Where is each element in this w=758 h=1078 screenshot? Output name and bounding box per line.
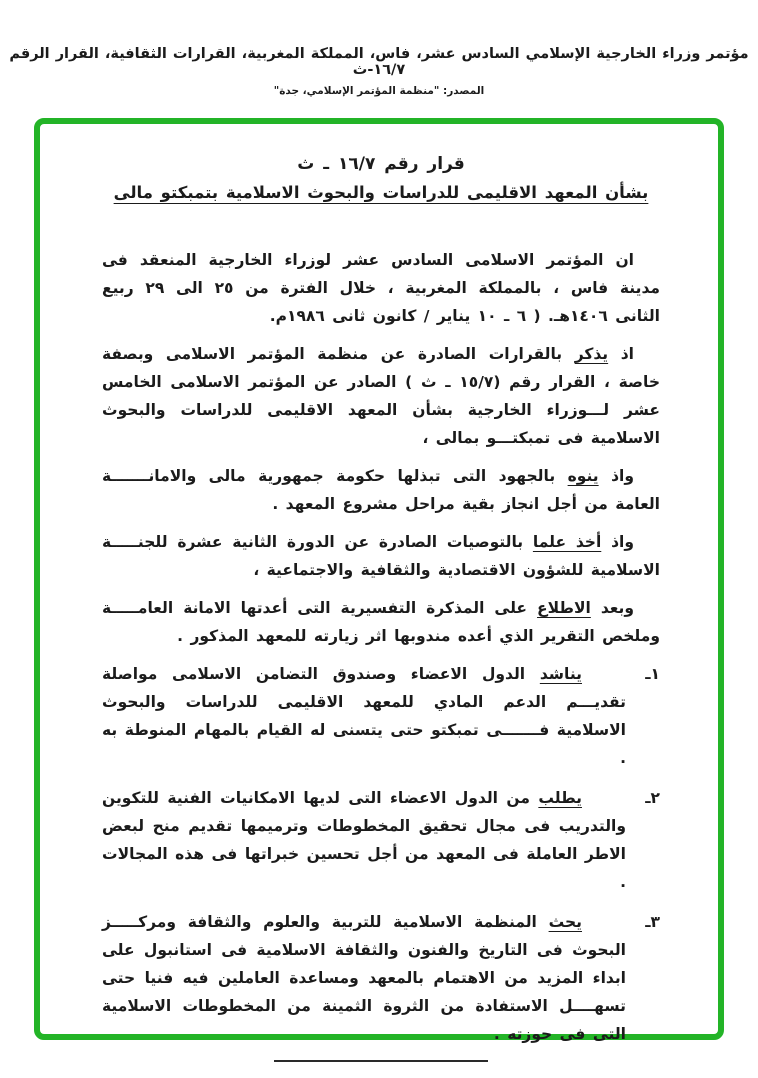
underlined-lead-word: يحث — [548, 913, 582, 931]
underlined-lead-word: أخذ علما — [532, 533, 602, 551]
paragraph-text: بالتوصيات الصادرة عن الدورة الثانية عشرة للجنـــــة الاسلامية للشؤون الاقتصادية والثقافية والاجتماعية ، — [102, 533, 660, 579]
preamble-paragraph — [102, 246, 660, 330]
decree-subject-title: بشأن المعهد الاقليمى للدراسات والبحوث الاسلامية بتمبكتو مالى — [113, 183, 649, 202]
source-header-citation: المصدر: "منظمة المؤتمر الإسلامي، جدة" — [273, 85, 485, 97]
paragraph-text: واذ — [598, 467, 634, 485]
resolution-item — [102, 908, 660, 1048]
paragraph-text: المنظمة الاسلامية للتربية والعلوم والثقافة ومركـــــز البحوث فى التاريخ والفنون والثقافة الاسلامية فى استانبول على ابداء المزيد من الاهتمام بالمعهد ومساعدة العاملين فيه فنيا حتى تسهــــل الاستفادة من الثروة الثمينة من المخطوطات الاسلامية التى فى حوزته . — [102, 913, 626, 1043]
paragraph-text: من الدول الاعضاء التى لديها الامكانيات الفنية للتكوين والتدريب فى مجال تحقيق المخطوطات وترميمها تقديم منح لبعض الاطر العاملة فى المعهد من أجل تحسين خبراتها فى هذه المجالات . — [102, 789, 626, 891]
footer-rule — [274, 1060, 488, 1062]
resolution-item — [102, 660, 660, 772]
item-text — [102, 908, 626, 1048]
paragraph-text: ان المؤتمر الاسلامى السادس عشر لوزراء الخارجية المنعقد فى مدينة فاس ، بالمملكة المغربية ، خلال الفترة من ٢٥ الى ٢٩ ربيع الثانى ١٤٠٦هـ. ( ٦ ـ ١٠ يناير / كانون ثانى ١٩٨٦م. — [102, 251, 661, 325]
paragraph-text: وبعد — [590, 599, 635, 617]
underlined-lead-word: يناشد — [539, 665, 582, 683]
decree-title-block — [102, 154, 660, 202]
preamble-paragraph — [102, 528, 660, 584]
underlined-lead-word: يطلب — [538, 789, 582, 807]
paragraph-text: على المذكرة التفسيرية التى أعدتها الامانة العامـــــة وملخص التقرير الذي أعده مندوبها اثر زيارته للمعهد المذكور . — [102, 599, 660, 645]
underlined-lead-word: الاطلاع — [537, 599, 591, 617]
source-header-title: مؤتمر وزراء الخارجية الإسلامي السادس عشر، فاس، المملكة المغربية، القرارات الثقافية، القرار الرقم ١٦/٧-ث — [9, 46, 749, 78]
decree-document — [40, 124, 718, 1062]
paragraph-text: اذ — [608, 345, 634, 363]
paragraph-text: بالقرارات الصادرة عن منظمة المؤتمر الاسلامى وبصفة خاصة ، القرار رقم (١٥/٧ ـ ث ) الصادر عن المؤتمر الاسلامى الخامس عشر لـــوزراء الخارجية بشأن المعهد الاقليمى للدراسات والبحوث الاسلامية فى تمبكتـــو بمالى ، — [102, 345, 660, 447]
item-text — [102, 784, 626, 896]
preamble-paragraph — [102, 462, 660, 518]
decree-number-title: قرار رقم ١٦/٧ ـ ث — [297, 154, 465, 174]
item-number: ٣ـ — [645, 913, 660, 931]
paragraph-text: الدول الاعضاء وصندوق التضامن الاسلامى مواصلة تقديـــم الدعم المادي للمعهد الاقليمى للدراسات والبحوث الاسلامية فـــــــى تمبكتو حتى يتسنى له القيام بالمهام المنوطة به . — [102, 665, 626, 767]
resolution-items-list — [102, 660, 660, 1048]
underlined-lead-word: يذكر — [574, 345, 609, 363]
preamble-paragraph — [102, 340, 660, 452]
paragraph-text: بالجهود التى تبذلها حكومة جمهورية مالى والامانـــــــة العامة من أجل انجاز بقية مراحل مشروع المعهد . — [102, 467, 660, 513]
source-header — [0, 46, 758, 97]
item-text — [102, 660, 626, 772]
preamble-paragraph — [102, 594, 660, 650]
resolution-item — [102, 784, 660, 896]
paragraph-text: واذ — [601, 533, 634, 551]
document-frame — [34, 118, 724, 1043]
underlined-lead-word: ينوه — [567, 467, 599, 485]
item-number: ٢ـ — [645, 789, 660, 807]
item-number: ١ـ — [645, 665, 660, 683]
